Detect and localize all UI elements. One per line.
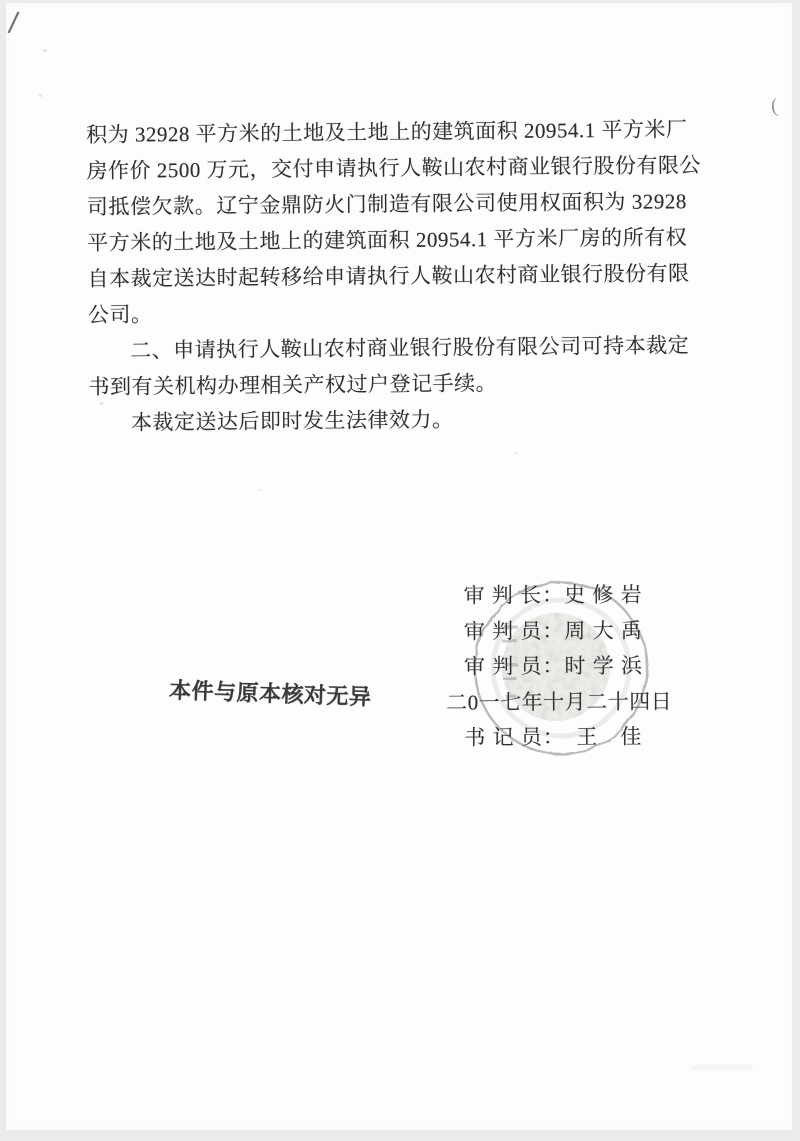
body-line: 公司。 [87, 302, 153, 327]
body-line: 积为 32928 平方米的土地及土地上的建筑面积 20954.1 平方米厂 [86, 117, 688, 147]
scan-speck [100, 402, 103, 405]
body-line: 房作价 2500 万元，交付申请执行人鞍山农村商业银行股份有限公 [86, 153, 702, 183]
body-line: 司抵偿欠款。辽宁金鼎防火门制造有限公司使用权面积为 32928 [86, 189, 687, 219]
copy-verification-stamp: 本件与原本核对无异 [168, 677, 372, 710]
body-line: 书到有关机构办理相关产权过户登记手续。 [88, 371, 498, 399]
body-line: 平方米的土地及土地上的建筑面积 20954.1 平方米厂房的所有权 [87, 225, 688, 255]
scan-speck [43, 49, 47, 52]
scan-smudge [691, 1065, 753, 1070]
signature-line-clerk: 书 记 员： 王 佳 [464, 724, 643, 750]
body-line: 本裁定送达后即时发生法律效力。 [130, 407, 454, 435]
scan-artifact-paren-icon: ( [769, 94, 779, 118]
body-line: 二、申请执行人鞍山农村商业银行股份有限公司可持本裁定 [130, 333, 690, 363]
signature-block [446, 577, 702, 756]
signature-line-date: 二0一七年十月二十四日 [446, 688, 673, 715]
body-line: 自本裁定送达时起转移给申请执行人鞍山农村商业银行股份有限 [87, 261, 690, 291]
scan-artifact-slash-icon: / [6, 6, 21, 39]
scan-speck [514, 452, 518, 454]
scan-speck [258, 489, 261, 491]
signature-line-judge: 审 判 长：史 修 岩 [463, 582, 643, 608]
signature-line-judge: 审 判 员：时 学 浜 [463, 653, 644, 679]
document-page [6, 3, 792, 1130]
ruling-body-text [86, 111, 702, 441]
signature-line-judge: 审 判 员：周 大 禹 [463, 618, 643, 644]
scan-speck [39, 94, 42, 97]
